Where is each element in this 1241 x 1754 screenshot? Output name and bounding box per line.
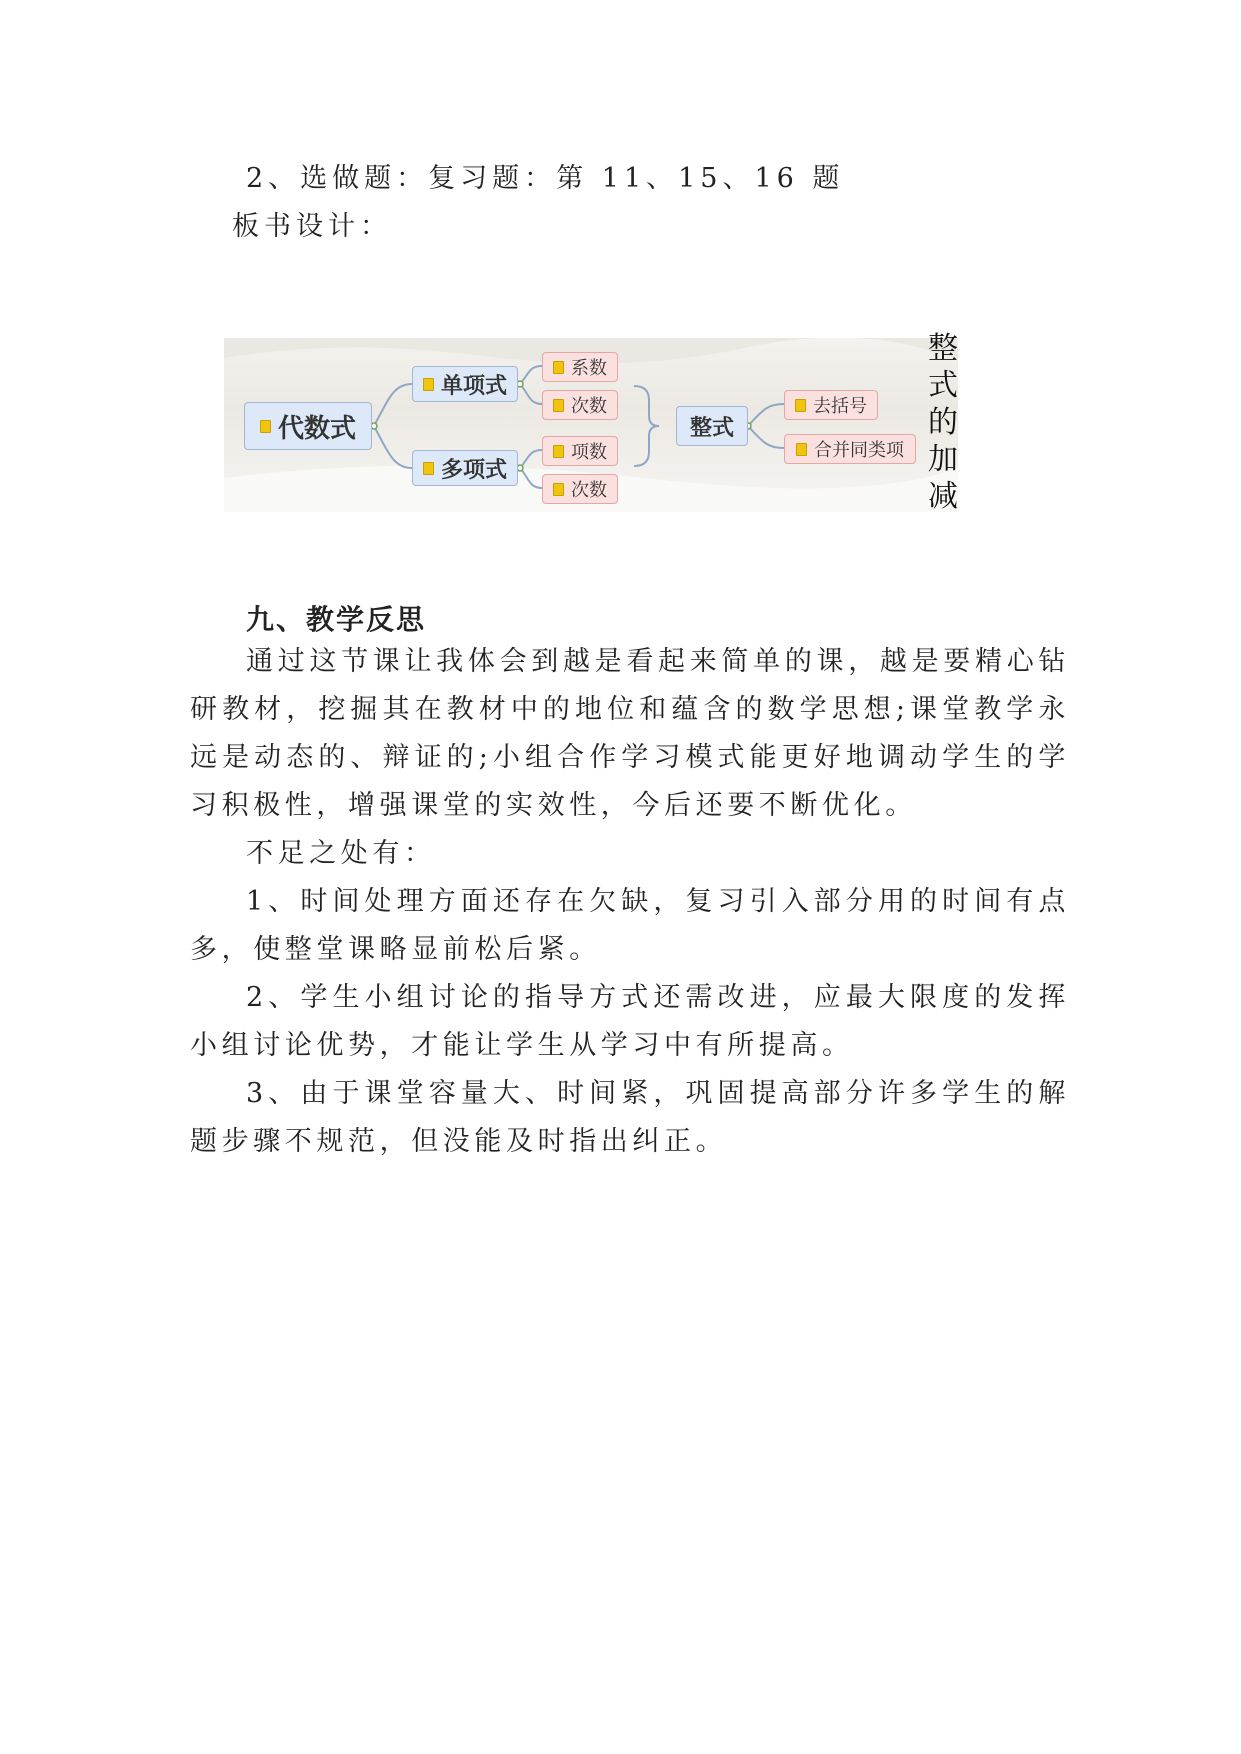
section-heading-reflection: 九、教学反思 [246, 603, 427, 636]
node-label: 去括号 [813, 396, 867, 417]
node-degree [542, 390, 618, 420]
vertical-title-char: 式 [928, 368, 958, 403]
node-label: 项数 [571, 442, 607, 463]
node-label: 次数 [571, 480, 607, 501]
shortcoming-item-1: 1、时间处理方面还存在欠缺，复习引入部分用的时间有点多，使整堂课略显前松后紧。 [190, 886, 1070, 965]
node-label: 多项式 [440, 457, 507, 483]
node-label: 代数式 [277, 413, 356, 444]
vertical-title [925, 330, 961, 515]
node-label: 整式 [689, 415, 734, 441]
board-design-label: 板书设计： [232, 211, 392, 242]
node-coefficient [542, 352, 618, 382]
vertical-title-char: 减 [928, 479, 958, 514]
document-icon [423, 378, 434, 391]
document-icon [795, 399, 806, 412]
node-polynomial [412, 450, 518, 486]
vertical-title-char: 的 [928, 405, 958, 440]
homework-optional-line: 2、选做题：复习题：第 11、15、16 题 [246, 163, 845, 194]
node-integral-expression [676, 406, 748, 446]
node-term-count [542, 436, 618, 466]
shortcoming-item-2: 2、学生小组讨论的指导方式还需改进，应最大限度的发挥小组讨论优势，才能让学生从学习中有所提高。 [190, 982, 1070, 1061]
document-icon [553, 399, 564, 412]
document-icon [260, 420, 271, 433]
document-icon [553, 483, 564, 496]
document-icon [423, 462, 434, 475]
node-label: 次数 [571, 396, 607, 417]
reflection-intro-paragraph: 通过这节课让我体会到越是看起来简单的课，越是要精心钻研教材，挖掘其在教材中的地位和蕴含的数学思想;课堂教学永远是动态的、辩证的;小组合作学习模式能更好地调动学生的学习积极性，增强课堂的实效性，今后还要不断优化。 [190, 646, 1070, 821]
node-combine-like-terms [784, 434, 916, 464]
node-monomial [412, 366, 518, 402]
node-remove-brackets [784, 390, 878, 420]
shortcoming-item-3: 3、由于课堂容量大、时间紧，巩固提高部分许多学生的解题步骤不规范，但没能及时指出纠正。 [190, 1078, 1070, 1157]
shortcomings-label: 不足之处有： [246, 838, 436, 869]
vertical-title-char: 整 [928, 331, 958, 366]
document-icon [796, 443, 807, 456]
document-icon [553, 361, 564, 374]
node-poly-degree [542, 474, 618, 504]
document-icon [553, 445, 564, 458]
node-label: 系数 [571, 358, 607, 379]
node-label: 合并同类项 [814, 440, 904, 461]
node-label: 单项式 [440, 373, 507, 399]
node-algebraic-expression [244, 402, 372, 450]
vertical-title-char: 加 [928, 442, 958, 477]
board-mindmap [224, 338, 958, 512]
